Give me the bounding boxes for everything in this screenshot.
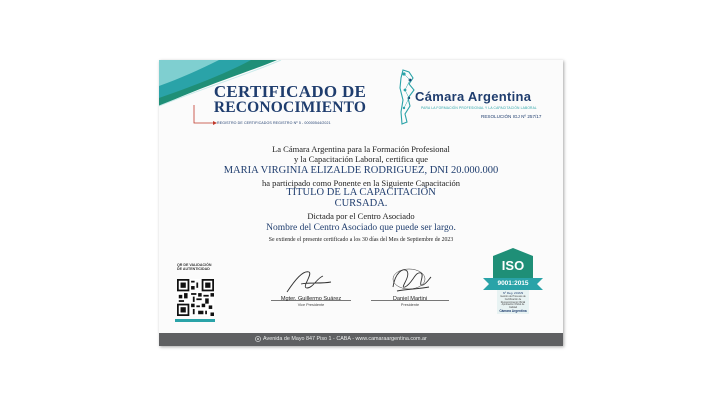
qr-label <box>177 263 211 271</box>
certificate <box>159 60 563 346</box>
recipient-name: MARIA VIRGINIA ELIZALDE RODRIGUEZ, DNI 20.000.000 <box>223 165 499 176</box>
issue-date-line: Se extiende el presente certificado a los 30 días del Mes de Septiembre de 2023 <box>268 237 454 243</box>
course-title-line1: TITULO DE LA CAPACITACIÓN <box>286 187 436 198</box>
iso-brand: Cámara Argentina <box>499 309 527 313</box>
qr-underline <box>175 319 215 322</box>
course-title-line2: CURSADA. <box>334 197 388 209</box>
participation-line: ha participado como Ponente en la Siguiente Capacitación <box>261 178 461 188</box>
brand-name: Cámara Argentina <box>415 89 532 104</box>
signer-1-name: Mgter. Guillermo Suárez <box>280 296 342 302</box>
signer-2-role: Presidente <box>400 303 420 307</box>
qr-code-icon[interactable] <box>177 279 214 316</box>
intro-line1: La Cámara Argentina para la Formación Profesional <box>272 144 450 154</box>
brand-tagline: PARA LA FORMACIÓN PROFESIONAL Y LA CAPACITACIÓN LABORAL <box>421 106 537 110</box>
signature-1-icon <box>283 266 335 296</box>
certificate-body <box>159 144 563 246</box>
taught-by-line: Dictada por el Centro Asociado <box>307 211 415 221</box>
intro-line2: y la Capacitación Laboral, certifica que <box>293 154 429 164</box>
iso-certificate-number: Nº Reg. 2016/9 <box>502 291 524 295</box>
signature-2-icon <box>387 263 435 295</box>
signer-2-name: Daniel Martini <box>392 296 428 302</box>
qr-label-line1: QR DE VALIDACIÓN <box>177 263 212 267</box>
qr-label-line2: DE AUTENTICIDAD <box>177 267 210 271</box>
footer-address: Avenida de Mayo 847 Piso 1 - CABA - www.camaraargentina.com.ar <box>263 336 427 342</box>
location-icon <box>255 336 261 342</box>
registry-number: REGISTRO DE CERTIFICADOS REGISTRO Nº 5 - 00000544/2021 <box>217 121 331 125</box>
iso-label: ISO <box>501 258 525 273</box>
resolution-number: RESOLUCIÓN IGJ Nº 257/17 <box>481 114 542 119</box>
iso-standard: 9001:2015 <box>497 280 529 287</box>
certificate-title-line1: CERTIFICADO DE <box>213 82 367 101</box>
center-name: Nombre del Centro Asociado que puede ser largo. <box>266 223 456 233</box>
signer-1-role: Vice Presidente <box>297 303 325 307</box>
iso-badge <box>481 248 545 316</box>
certificate-title-line2: RECONOCIMIENTO <box>213 99 367 116</box>
iso-description: Gestión de Procesos de Certificación de Reconocimiento Oficial Aprobación Oficial de Calidad <box>500 295 526 310</box>
